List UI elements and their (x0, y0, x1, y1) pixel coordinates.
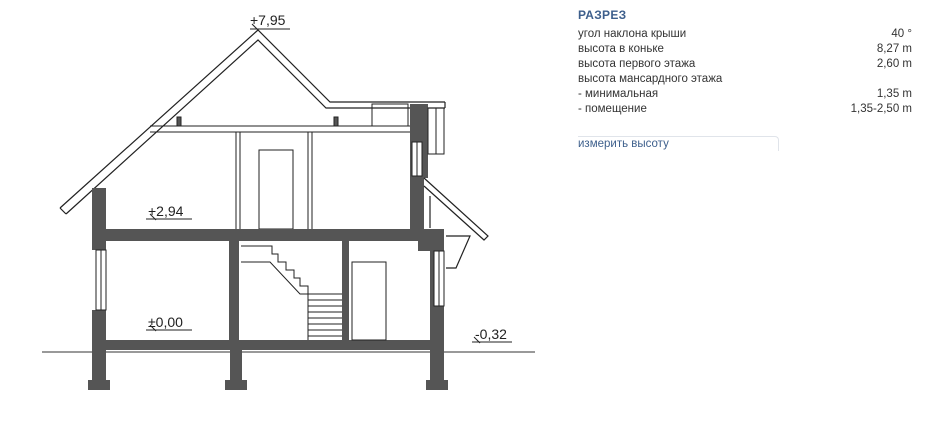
spec-label: высота первого этажа (578, 58, 696, 70)
spec-row-roof-angle (578, 27, 912, 42)
measure-height-button[interactable]: измерить высоту (578, 136, 779, 151)
dormer-section (372, 104, 444, 178)
spec-value: 2,60 m (876, 58, 912, 70)
structure-walls (88, 176, 448, 390)
spec-row-room (578, 102, 912, 117)
staircase (241, 246, 342, 340)
windows (96, 142, 444, 310)
main-roof (60, 30, 445, 214)
spec-value: 40 ° (891, 28, 912, 40)
spec-label: - минимальная (578, 88, 659, 100)
section-info-panel (578, 8, 912, 117)
spec-label: угол наклона крыши (578, 28, 687, 40)
spec-value: 1,35-2,50 m (850, 103, 912, 115)
attic-ceiling (150, 117, 410, 132)
spec-row-ridge-height (578, 42, 912, 57)
spec-label: - помещение (578, 103, 647, 115)
ridge-level-label: +7,95 (250, 12, 286, 28)
spec-label: высота мансардного этажа (578, 73, 723, 85)
terrain-level-label: -0,32 (475, 326, 507, 342)
panel-title: РАЗРЕЗ (578, 8, 627, 22)
attic-door (259, 150, 293, 229)
spec-row-first-floor-height (578, 57, 912, 72)
spec-value: 8,27 m (876, 43, 912, 55)
ground-floor-door (352, 262, 386, 340)
spec-label: высота в коньке (578, 43, 664, 55)
attic-floor-level-label: +2,94 (148, 203, 184, 219)
attic-partitions (236, 132, 312, 229)
spec-value: 1,35 m (876, 88, 912, 100)
spec-row-minimum (578, 87, 912, 102)
ground-floor-level-label: ±0,00 (148, 314, 183, 330)
spec-row-attic-height (578, 72, 912, 87)
